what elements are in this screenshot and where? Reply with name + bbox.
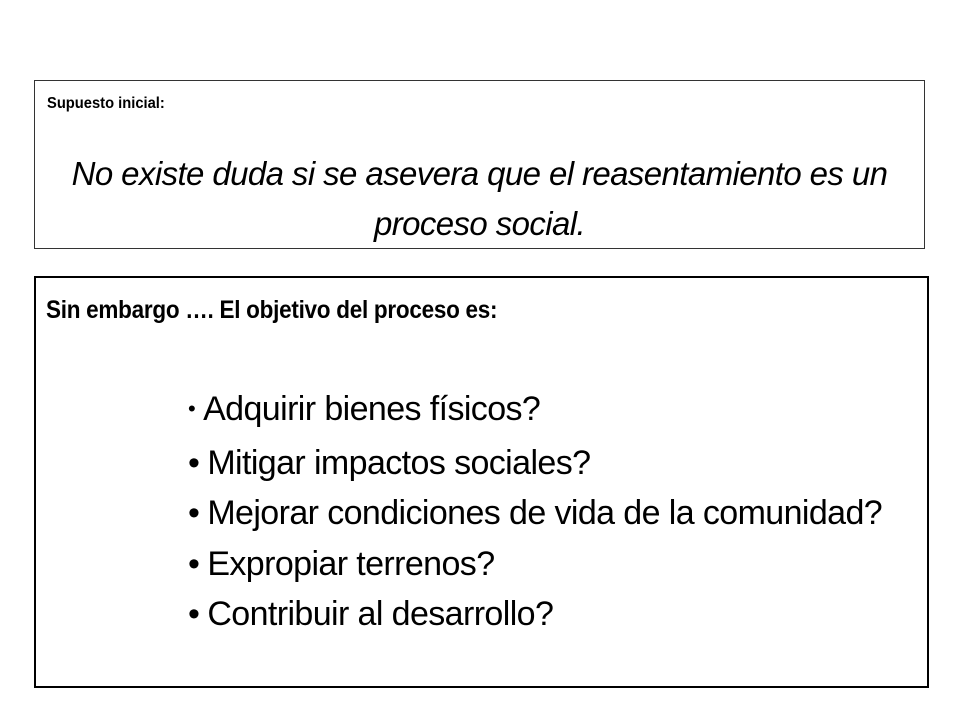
initial-assumption-label: Supuesto inicial: — [47, 95, 165, 112]
list-item — [188, 589, 888, 639]
list-item — [188, 438, 888, 488]
list-item — [188, 384, 888, 438]
list-item — [188, 488, 888, 539]
bullet-icon: • — [188, 494, 200, 532]
initial-assumption-statement: No existe duda si se asevera que el reasentamiento es un proceso social. — [71, 155, 888, 242]
objective-question-list — [188, 384, 888, 639]
bullet-icon: • — [188, 595, 200, 633]
initial-assumption-box — [34, 80, 925, 249]
bullet-icon: • — [188, 545, 200, 583]
list-item-text: Mitigar impactos sociales? — [207, 444, 591, 482]
bullet-icon: • — [188, 444, 200, 482]
list-item-text: Mejorar condiciones de vida de la comunidad? — [207, 494, 883, 532]
process-objective-box — [34, 276, 929, 688]
list-item — [188, 539, 888, 589]
list-item-text: Contribuir al desarrollo? — [207, 595, 554, 633]
process-objective-heading: Sin embargo …. El objetivo del proceso es: — [46, 296, 498, 324]
bullet-icon: • — [188, 396, 196, 421]
list-item-text: Adquirir bienes físicos? — [203, 390, 541, 428]
list-item-text: Expropiar terrenos? — [207, 545, 495, 583]
